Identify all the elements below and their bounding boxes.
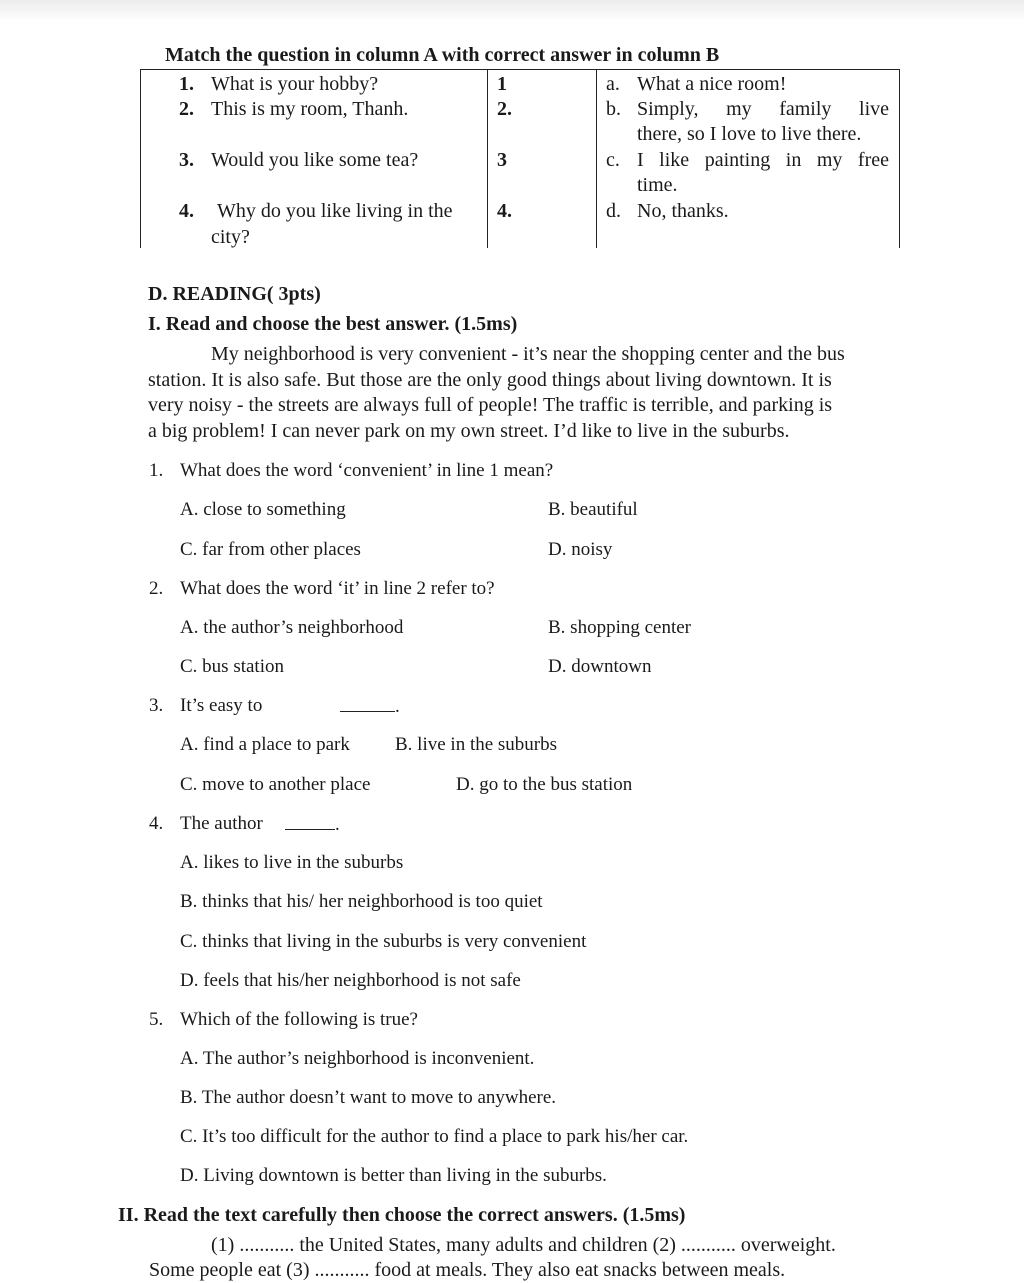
option: D. go to the bus station xyxy=(456,774,633,795)
answer-letter: c. xyxy=(606,149,620,171)
question-text: What is your hobby? xyxy=(211,73,379,95)
answer-slot: 4. xyxy=(497,200,512,222)
option: A. likes to live in the suburbs xyxy=(180,852,404,873)
answer-text: Simply, my family live xyxy=(637,98,889,120)
answer-slot: 2. xyxy=(497,98,512,120)
passage-line: My neighborhood is very convenient - it’s near the shopping center and the bus xyxy=(211,343,845,365)
question-stem: What does the word ‘it’ in line 2 refer to? xyxy=(180,578,495,599)
question-number: 1. xyxy=(179,73,194,95)
question-text-cont: city? xyxy=(211,226,250,248)
question-stem: Which of the following is true? xyxy=(180,1009,418,1030)
section-title: D. READING( 3pts) xyxy=(148,283,321,305)
answer-letter: a. xyxy=(606,73,620,95)
matching-title: Match the question in column A with correct answer in column B xyxy=(165,44,720,66)
table-border-mid1 xyxy=(487,69,488,248)
answer-text-cont: time. xyxy=(637,174,678,196)
option: D. Living downtown is better than living in the suburbs. xyxy=(180,1165,607,1186)
option: D. noisy xyxy=(548,539,613,560)
question-number: 1. xyxy=(149,460,164,481)
answer-letter: d. xyxy=(606,200,621,222)
passage-line: very noisy - the streets are always full of people! The traffic is terrible, and parking is xyxy=(148,394,833,416)
option: D. feels that his/her neighborhood is not safe xyxy=(180,970,521,991)
question-text: Why do you like living in the xyxy=(217,200,453,222)
option: A. find a place to park xyxy=(180,734,350,755)
question-stem: It’s easy to xyxy=(180,695,263,716)
answer-slot: 3 xyxy=(497,149,507,171)
question-number: 4. xyxy=(149,813,164,834)
option: C. move to another place xyxy=(180,774,371,795)
answer-letter: b. xyxy=(606,98,621,120)
answer-text: No, thanks. xyxy=(637,200,729,222)
passage-line: (1) ........... the United States, many adults and children (2) ........... overweight. xyxy=(211,1234,836,1256)
option: A. The author’s neighborhood is inconvenient. xyxy=(180,1048,535,1069)
question-stem: What does the word ‘convenient’ in line 1 mean? xyxy=(180,460,554,481)
passage-line: Some people eat (3) ........... food at meals. They also eat snacks between meals. xyxy=(149,1259,786,1281)
answer-blank: . xyxy=(285,811,340,837)
table-border-left xyxy=(140,69,141,248)
part-title: II. Read the text carefully then choose the correct answers. (1.5ms) xyxy=(118,1204,686,1226)
table-top-border xyxy=(140,69,900,70)
option: A. the author’s neighborhood xyxy=(180,617,404,638)
passage-line: a big problem! I can never park on my own street. I’d like to live in the suburbs. xyxy=(148,420,790,442)
answer-text: I like painting in my free xyxy=(637,149,889,171)
answer-slot: 1 xyxy=(497,73,507,95)
option: B. live in the suburbs xyxy=(395,734,558,755)
part-title: I. Read and choose the best answer. (1.5ms) xyxy=(148,313,518,335)
table-border-right xyxy=(899,69,900,248)
option: C. It’s too difficult for the author to find a place to park his/her car. xyxy=(180,1126,689,1147)
question-number: 3. xyxy=(149,695,164,716)
question-stem: The author xyxy=(180,813,263,834)
question-number: 2. xyxy=(179,98,194,120)
question-number: 3. xyxy=(179,149,194,171)
option: C. far from other places xyxy=(180,539,361,560)
option: D. downtown xyxy=(548,656,652,677)
question-number: 5. xyxy=(149,1009,164,1030)
top-shadow xyxy=(0,0,1024,22)
question-number: 2. xyxy=(149,578,164,599)
question-text: Would you like some tea? xyxy=(211,149,419,171)
question-number: 4. xyxy=(179,200,194,222)
table-border-mid2 xyxy=(596,69,597,248)
answer-blank: . xyxy=(340,693,400,719)
passage-line: station. It is also safe. But those are the only good things about living downtown. It is xyxy=(148,369,832,391)
option: B. beautiful xyxy=(548,499,638,520)
answer-text: What a nice room! xyxy=(637,73,787,95)
option: B. shopping center xyxy=(548,617,692,638)
question-text: This is my room, Thanh. xyxy=(211,98,409,120)
option: B. thinks that his/ her neighborhood is too quiet xyxy=(180,891,543,912)
answer-text-cont: there, so I love to live there. xyxy=(637,123,862,145)
option: C. thinks that living in the suburbs is very convenient xyxy=(180,931,587,952)
option: C. bus station xyxy=(180,656,284,677)
option: A. close to something xyxy=(180,499,346,520)
option: B. The author doesn’t want to move to anywhere. xyxy=(180,1087,557,1108)
